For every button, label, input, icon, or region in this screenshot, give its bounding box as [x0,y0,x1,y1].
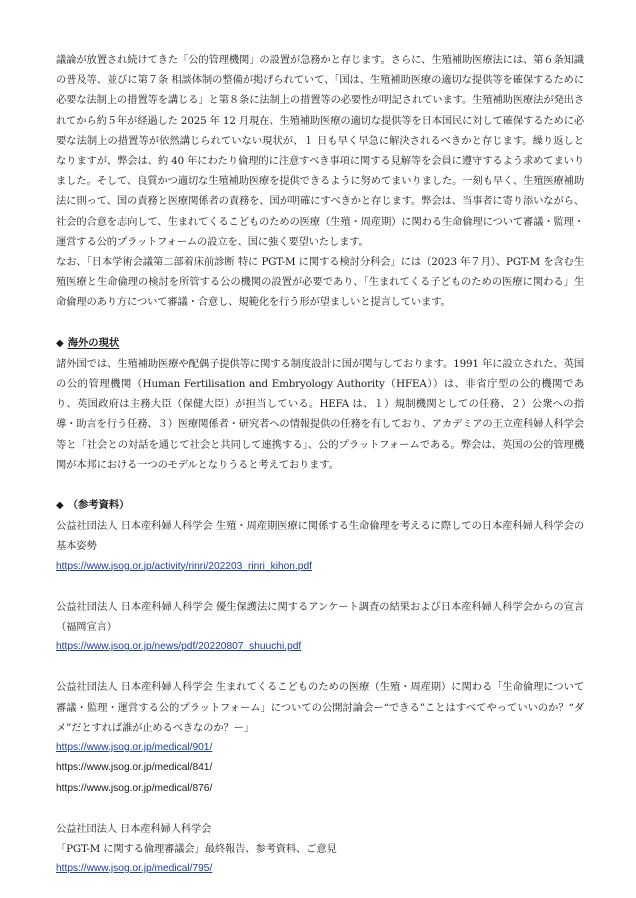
reference-title: 公益社団法人 日本産科婦人科学会 生まれてくるこどものための医療（生殖・周産期）に関わる「生命倫理について審議・監理・運営する公的プラットフォーム」についての公開討論会ー“できる”ことはすべてやっていいのか？“ダメ”だとすれば誰が止めるべきなのか？ー」 [56,681,584,734]
reference-title: 公益社団法人 日本産科婦人科学会 [56,822,212,835]
overseas-heading [56,333,584,354]
overseas-section [56,333,584,475]
reference-item [56,677,584,798]
reference-link[interactable]: https://www.jsog.or.jp/news/pdf/20220807_shuuchi.pdf [56,641,302,653]
reference-item [56,516,584,577]
diamond-bullet-icon: ◆ [56,500,64,512]
reference-plain-url: https://www.jsog.or.jp/medical/841/ [56,762,213,774]
reference-subtitle: 「PGT-M に関する倫理審議会」最終報告、参考資料、ご意見 [56,842,337,855]
reference-link[interactable]: https://www.jsog.or.jp/activity/rinri/202203_rinri_kihon.pdf [56,560,312,572]
reference-item [56,819,584,880]
reference-link[interactable]: https://www.jsog.or.jp/medical/795/ [56,863,213,875]
overseas-heading-text: 海外の現状 [67,336,120,349]
reference-link[interactable]: https://www.jsog.or.jp/medical/901/ [56,742,213,754]
references-heading [56,495,584,516]
intro-paragraph-2: なお、「日本学術会議第二部着床前診断 特に PGT-M に関する検討分科会」には（2023 年７月）、PGT-M を含む生殖医療と生命倫理の検討を所管する公の機関の設置が必要であり、「生まれてくる子どものための医療に関わる」生命倫理のあり方について審議・合意し、規範化を行う形が望ましいと提言しています。 [56,256,584,309]
reference-title: 公益社団法人 日本産科婦人科学会 優生保護法に関するアンケート調査の結果および日本産科婦人科学会からの宣言（福岡宣言） [56,600,584,634]
document-body [56,50,584,879]
reference-title: 公益社団法人 日本産科婦人科学会 生殖・周産期医療に関係する生命倫理を考えるに際しての日本産科婦人科学会の基本姿勢 [56,520,584,553]
references-section [56,495,584,879]
reference-item [56,597,584,658]
references-heading-text: （参考資料） [67,499,130,512]
diamond-bullet-icon: ◆ [56,337,64,349]
reference-plain-url: https://www.jsog.or.jp/medical/876/ [56,782,213,794]
overseas-paragraph: 諸外国では、生殖補助医療や配偶子提供等に関する制度設計に国が関与しております。1991 年に設立された、英国の公的管理機関（Human Fertilisation and Embryology Authority（HFEA））は、非省庁型の公的機関であり、英国政府は主務大臣（保健大臣）が担当している。HEFA は、１）規制機関としての任務、２）公衆への指導・助言を行う任務、３）医療関係者・研究者への情報提供の任務を有しており、アカデミアの王立産科婦人科学会等と「社会との対話を通じて社会と共同して連携する」、公的プラットフォームである。弊会は、英国の公的管理機関が本邦における一つのモデルとなりうると考えております。 [56,357,584,471]
intro-paragraph-1: 議論が放置され続けてきた「公的管理機関」の設置が急務かと存じます。さらに、生殖補助医療法には、第６条知識の普及等、並びに第７条 相談体制の整備が掲げられていて、「国は、生殖補助医療の適切な提供等を確保するために必要な法制上の措置等を講じる」と第８条に法制上の措置等の必要性が明記されています。生殖補助医療法が発出されてから約５年が経過した 2025 年 12 月現在、生殖補助医療の適切な提供等を日本国民に対して確保するために必要な法制上の措置等が依然講じられていない現状が、１ 日も早く早急に解決されるべきかと存じます。繰り返しとなりますが、弊会は、約 40 年にわたり倫理的に注意すべき事項に関する見解等を会員に遵守するよう求めてまいりました。そして、良質かつ適切な生殖補助医療を提供できるように努めてまいりました。一刻も早く、生殖医療補助法に則って、国の責務と医療関係者の責務を、国が明確にすべきかと存じます。弊会は、当事者に寄り添いながら、社会的合意を志向して、生まれてくるこどものための医療（生殖・周産期）に関わる生命倫理について審議・監理・運営する公的プラットフォームの設立を、国に強く要望いたします。 [56,54,584,248]
